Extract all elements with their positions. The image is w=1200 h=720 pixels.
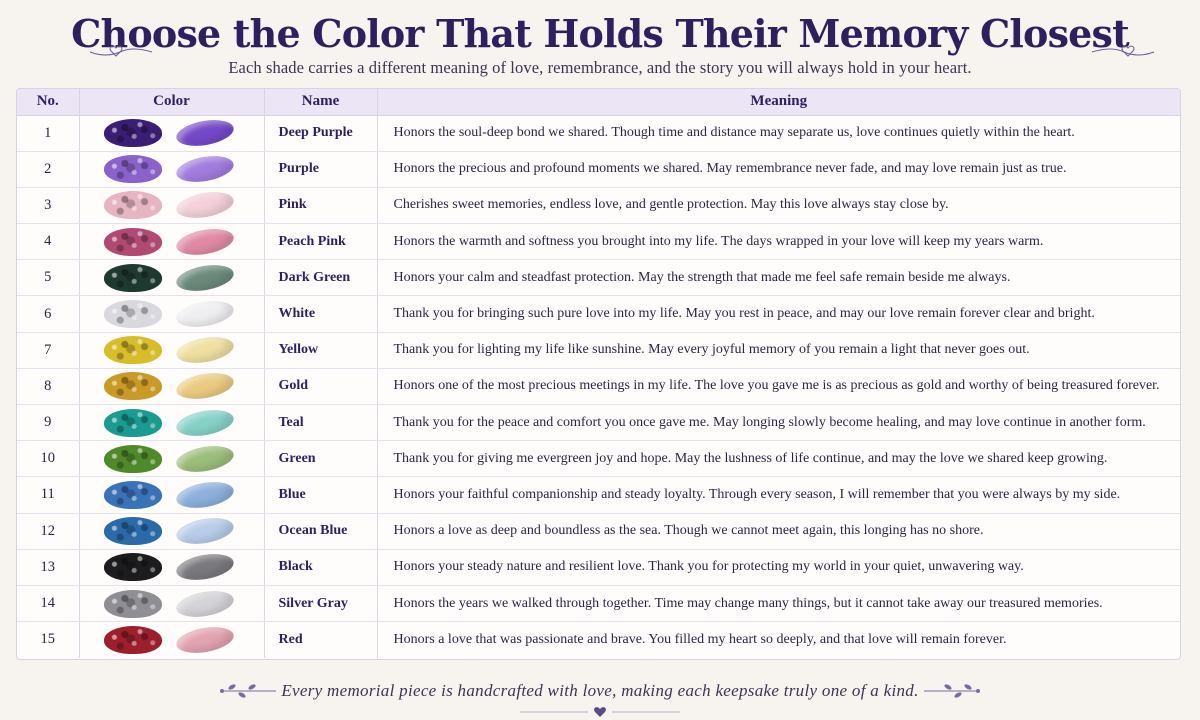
color-meaning: Honors the precious and profound moments we shared. May remembrance never fade, and may love remain just as true. xyxy=(377,151,1180,187)
color-meaning: Honors the soul-deep bond we shared. Though time and distance may separate us, love continues quietly within the heart. xyxy=(377,115,1180,151)
table-row xyxy=(17,622,1180,658)
heart-flourish-right-icon xyxy=(1088,38,1158,60)
row-number: 3 xyxy=(17,187,79,223)
color-name: Black xyxy=(264,549,377,585)
crystal-pile-swatch xyxy=(104,119,162,147)
color-meaning: Honors your steady nature and resilient love. Thank you for protecting my world in your quiet, unwavering way. xyxy=(377,549,1180,585)
column-header-meaning: Meaning xyxy=(377,89,1180,115)
row-number: 15 xyxy=(17,622,79,658)
column-header-no: No. xyxy=(17,89,79,115)
color-meaning-table xyxy=(16,88,1181,660)
heart-flourish-left-icon xyxy=(86,38,156,60)
table-row xyxy=(17,441,1180,477)
powder-swatch xyxy=(174,116,235,150)
row-number: 10 xyxy=(17,441,79,477)
color-meaning: Thank you for the peace and comfort you once gave me. May longing slowly become healing, and may love continue in another form. xyxy=(377,405,1180,441)
table-row xyxy=(17,477,1180,513)
bottom-heart-divider-icon xyxy=(520,700,680,720)
color-meaning: Honors your calm and steadfast protection. May the strength that made me feel safe remain beside me always. xyxy=(377,260,1180,296)
page-subtitle: Each shade carries a different meaning of love, remembrance, and the story you will always hold in your heart. xyxy=(228,58,972,77)
table-row xyxy=(17,151,1180,187)
crystal-pile-swatch xyxy=(104,191,162,219)
table-row xyxy=(17,224,1180,260)
powder-swatch xyxy=(174,442,235,476)
row-number: 14 xyxy=(17,585,79,621)
color-swatch-cell xyxy=(79,115,264,151)
table-row xyxy=(17,585,1180,621)
powder-swatch xyxy=(174,261,235,295)
row-number: 13 xyxy=(17,549,79,585)
color-name: Teal xyxy=(264,405,377,441)
color-swatch-cell xyxy=(79,622,264,658)
color-name: Dark Green xyxy=(264,260,377,296)
color-swatch-cell xyxy=(79,368,264,404)
color-name: White xyxy=(264,296,377,332)
powder-swatch xyxy=(174,550,235,584)
row-number: 1 xyxy=(17,115,79,151)
crystal-pile-swatch xyxy=(104,481,162,509)
powder-swatch xyxy=(174,514,235,548)
leaf-branch-right-icon xyxy=(922,682,980,700)
row-number: 8 xyxy=(17,368,79,404)
row-number: 11 xyxy=(17,477,79,513)
color-meaning: Honors a love as deep and boundless as the sea. Though we cannot meet again, this longing has no shore. xyxy=(377,513,1180,549)
crystal-pile-swatch xyxy=(104,626,162,654)
table-row xyxy=(17,368,1180,404)
color-meaning: Honors a love that was passionate and brave. You filled my heart so deeply, and that love will remain forever. xyxy=(393,631,1007,647)
table-row xyxy=(17,332,1180,368)
color-swatch-cell xyxy=(79,260,264,296)
row-number: 9 xyxy=(17,405,79,441)
table-header-row xyxy=(17,89,1180,115)
color-swatch-cell xyxy=(79,405,264,441)
color-swatch-cell xyxy=(79,513,264,549)
column-header-name: Name xyxy=(264,89,377,115)
color-swatch-cell xyxy=(79,151,264,187)
table-row xyxy=(17,513,1180,549)
color-swatch-cell xyxy=(79,187,264,223)
table-row xyxy=(17,187,1180,223)
color-swatch-cell xyxy=(79,477,264,513)
row-number: 2 xyxy=(17,151,79,187)
color-name: Gold xyxy=(264,368,377,404)
powder-swatch xyxy=(174,623,235,657)
color-meaning: Thank you for bringing such pure love into my life. May you rest in peace, and may our love remain forever clear and bright. xyxy=(377,296,1180,332)
crystal-pile-swatch xyxy=(104,553,162,581)
color-swatch-cell xyxy=(79,585,264,621)
color-name: Green xyxy=(264,441,377,477)
color-name: Red xyxy=(264,622,377,658)
color-meaning: Honors the warmth and softness you brought into my life. The days wrapped in your love will keep my years warm. xyxy=(377,224,1180,260)
table-row xyxy=(17,405,1180,441)
powder-swatch xyxy=(174,152,235,186)
crystal-pile-swatch xyxy=(104,228,162,256)
row-number: 7 xyxy=(17,332,79,368)
powder-swatch xyxy=(174,297,235,331)
color-swatch-cell xyxy=(79,224,264,260)
color-name: Silver Gray xyxy=(264,585,377,621)
color-name: Purple xyxy=(264,151,377,187)
powder-swatch xyxy=(174,189,235,223)
powder-swatch xyxy=(174,406,235,440)
color-meaning: Honors the years we walked through together. Time may change many things, but it cannot take away our treasured memories. xyxy=(377,585,1180,621)
crystal-pile-swatch xyxy=(104,590,162,618)
powder-swatch xyxy=(174,333,235,367)
color-name: Ocean Blue xyxy=(264,513,377,549)
page-title: Choose the Color That Holds Their Memory Closest xyxy=(71,11,1129,56)
color-meaning: Thank you for lighting my life like sunshine. May every joyful memory of you remain a light that never goes out. xyxy=(377,332,1180,368)
footer-note: Every memorial piece is handcrafted with love, making each keepsake truly one of a kind. xyxy=(281,681,919,700)
crystal-pile-swatch xyxy=(104,155,162,183)
row-number: 6 xyxy=(17,296,79,332)
color-meaning: Honors your faithful companionship and steady loyalty. Through every season, I will remember that you were always by my side. xyxy=(377,477,1180,513)
color-swatch-cell xyxy=(79,441,264,477)
crystal-pile-swatch xyxy=(104,409,162,437)
powder-swatch xyxy=(174,478,235,512)
crystal-pile-swatch xyxy=(104,445,162,473)
crystal-pile-swatch xyxy=(104,336,162,364)
color-name: Blue xyxy=(264,477,377,513)
powder-swatch xyxy=(174,225,235,259)
crystal-pile-swatch xyxy=(104,300,162,328)
powder-swatch xyxy=(174,587,235,621)
color-name: Yellow xyxy=(264,332,377,368)
color-name: Deep Purple xyxy=(264,115,377,151)
color-swatch-cell xyxy=(79,549,264,585)
color-swatch-cell xyxy=(79,332,264,368)
table-row xyxy=(17,115,1180,151)
table-row xyxy=(17,260,1180,296)
table-row xyxy=(17,549,1180,585)
color-swatch-cell xyxy=(79,296,264,332)
leaf-branch-left-icon xyxy=(220,682,278,700)
page-header xyxy=(0,8,1200,60)
row-number: 5 xyxy=(17,260,79,296)
color-meaning: Honors one of the most precious meetings in my life. The love you gave me is as precious as gold and worthy of being treasured forever. xyxy=(377,368,1180,404)
row-number: 4 xyxy=(17,224,79,260)
powder-swatch xyxy=(174,370,235,404)
color-name: Peach Pink xyxy=(264,224,377,260)
color-meaning: Cherishes sweet memories, endless love, and gentle protection. May this love always stay close by. xyxy=(377,187,1180,223)
crystal-pile-swatch xyxy=(104,264,162,292)
color-meaning: Thank you for giving me evergreen joy and hope. May the lushness of life continue, and may the love we shared keep growing. xyxy=(377,441,1180,477)
crystal-pile-swatch xyxy=(104,372,162,400)
table-row xyxy=(17,296,1180,332)
row-number: 12 xyxy=(17,513,79,549)
color-name: Pink xyxy=(264,187,377,223)
column-header-color: Color xyxy=(79,89,264,115)
crystal-pile-swatch xyxy=(104,517,162,545)
